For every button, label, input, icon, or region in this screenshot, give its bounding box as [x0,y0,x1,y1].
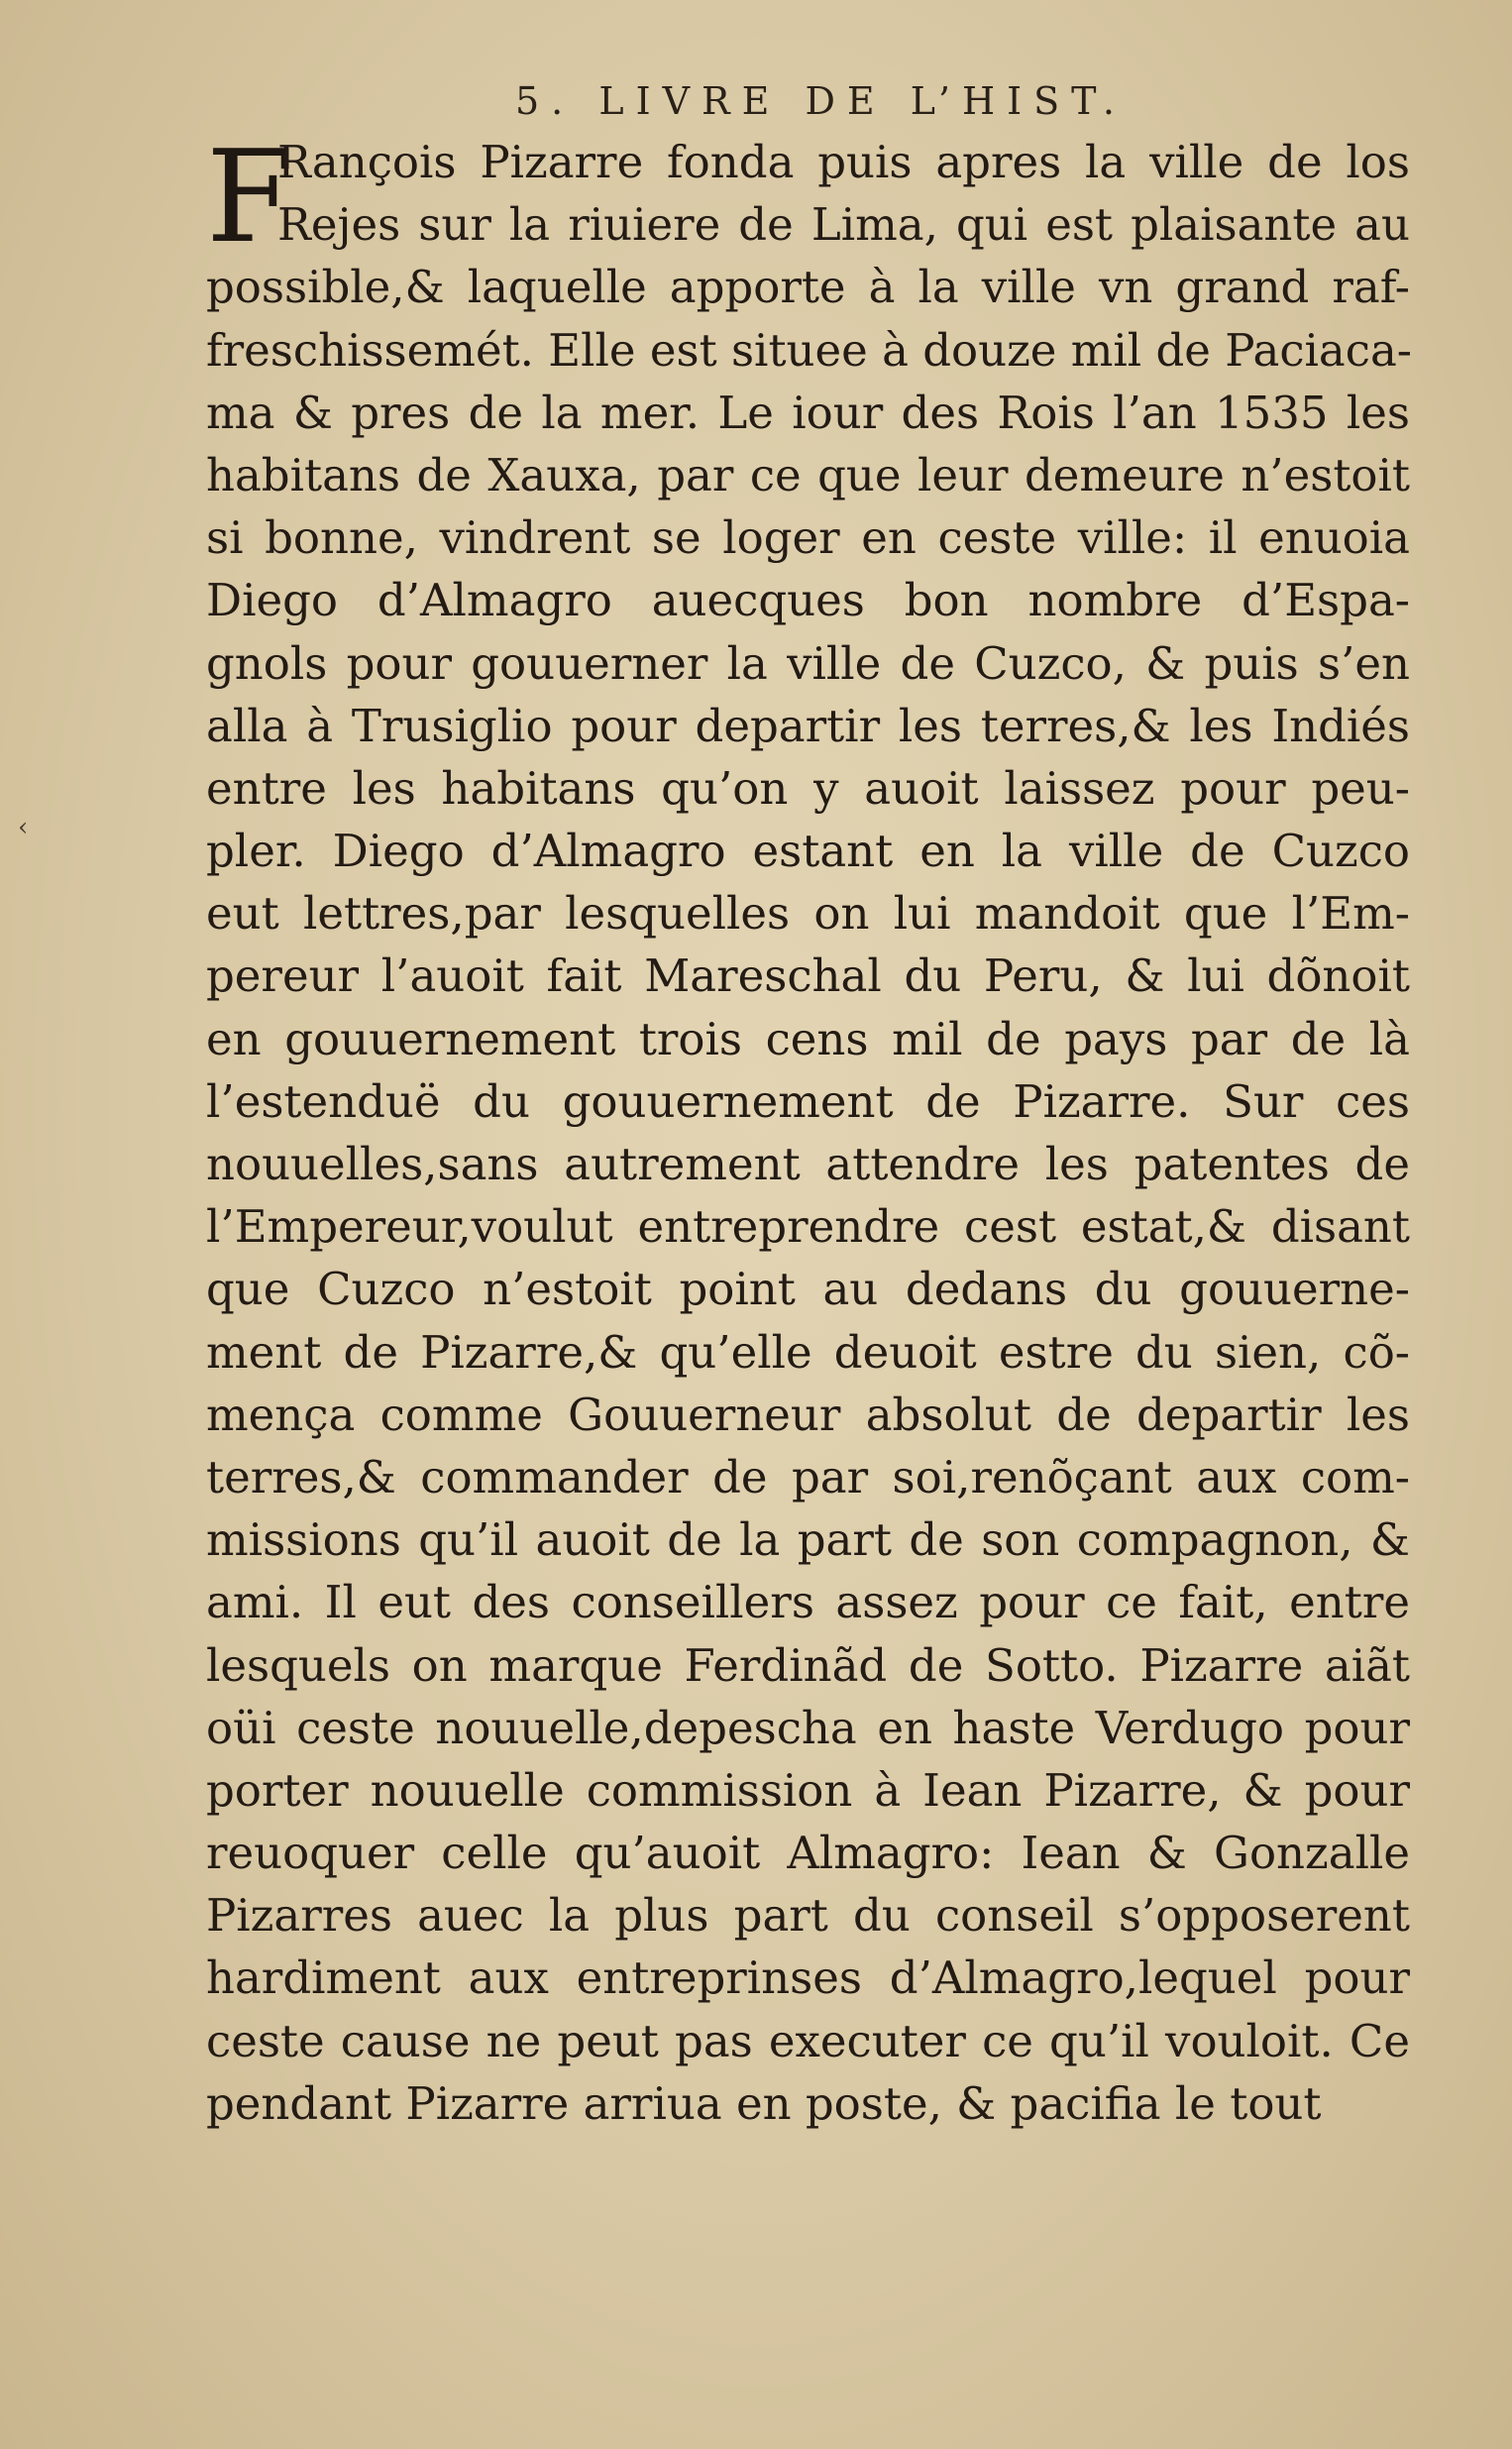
text-line: pler. Diego d’Almagro estant en la ville de Cuzco [206,825,1410,878]
margin-mark: ‹ [18,813,29,842]
text-line: mença comme Gouuerneur absolut de departir les [206,1388,1410,1441]
text-line: Pizarres auec la plus part du conseil s’opposerent [206,1889,1410,1943]
text-line: hardiment aux entreprinses d’Almagro,lequel pour [206,1951,1410,2005]
running-header: 5. LIVRE DE L’HIST. [515,79,1127,123]
text-line: nouuelles,sans autrement attendre les patentes de [206,1138,1410,1190]
text-line: pendant Pizarre arriua en poste, & pacifia le tout [206,2076,1322,2130]
text-line: Diego d’Almagro auecques bon nombre d’Espa- [206,574,1410,627]
text-line: l’estenduë du gouuernement de Pizarre. Sur ces [206,1074,1410,1128]
text-line: lesquels on marque Ferdinãd de Sotto. Pizarre aiãt [206,1638,1410,1692]
text-line: pereur l’auoit fait Mareschal du Peru, & lui dõnoit [206,949,1410,1003]
text-line: entre les habitans qu’on y auoit laissez pour peu- [206,761,1410,815]
text-line: alla à Trusiglio pour departir les terres,& les Indiés [206,699,1410,752]
text-line: Rançois Pizarre fonda puis apres la ville de los [277,136,1410,188]
text-line: en gouuernement trois cens mil de pays par de là [206,1012,1410,1065]
text-line: l’Empereur,voulut entreprendre cest estat,& disant [206,1200,1410,1254]
text-line: terres,& commander de par soi,renõçant aux com- [206,1450,1410,1503]
text-line: Rejes sur la riuiere de Lima, qui est plaisante au [277,198,1410,252]
text-line: eut lettres,par lesquelles on lui mandoit que l’Em- [206,887,1410,941]
body-text [206,124,1412,2135]
text-line: si bonne, vindrent se loger en ceste ville: il enuoia [206,511,1410,565]
text-line: ami. Il eut des conseillers assez pour ce fait, entre [206,1576,1410,1629]
text-line: ma & pres de la mer. Le iour des Rois l’an 1535 les [206,386,1410,439]
text-line: possible,& laquelle apporte à la ville vn grand raf- [206,261,1410,314]
text-line: que Cuzco n’estoit point au dedans du gouuerne- [206,1263,1410,1316]
text-line: freschissemét. Elle est situee à douze mil de Paciaca- [206,323,1412,377]
text-line: ment de Pizarre,& qu’elle deuoit estre du sien, cõ- [206,1325,1410,1379]
text-line: ceste cause ne peut pas executer ce qu’il vouloit. Ce [206,2014,1410,2067]
text-line: porter nouuelle commission à Iean Pizarre, & pour [206,1763,1410,1817]
drop-cap: F [206,124,294,272]
text-line: missions qu’il auoit de la part de son compagnon, & [206,1513,1410,1567]
text-line: reuoquer celle qu’auoit Almagro: Iean & Gonzalle [206,1827,1410,1880]
text-line: habitans de Xauxa, par ce que leur demeure n’estoit [206,448,1410,501]
text-line: gnols pour gouuerner la ville de Cuzco, & puis s’en [206,636,1410,690]
text-line: oüi ceste nouuelle,depescha en haste Verdugo pour [206,1701,1410,1754]
